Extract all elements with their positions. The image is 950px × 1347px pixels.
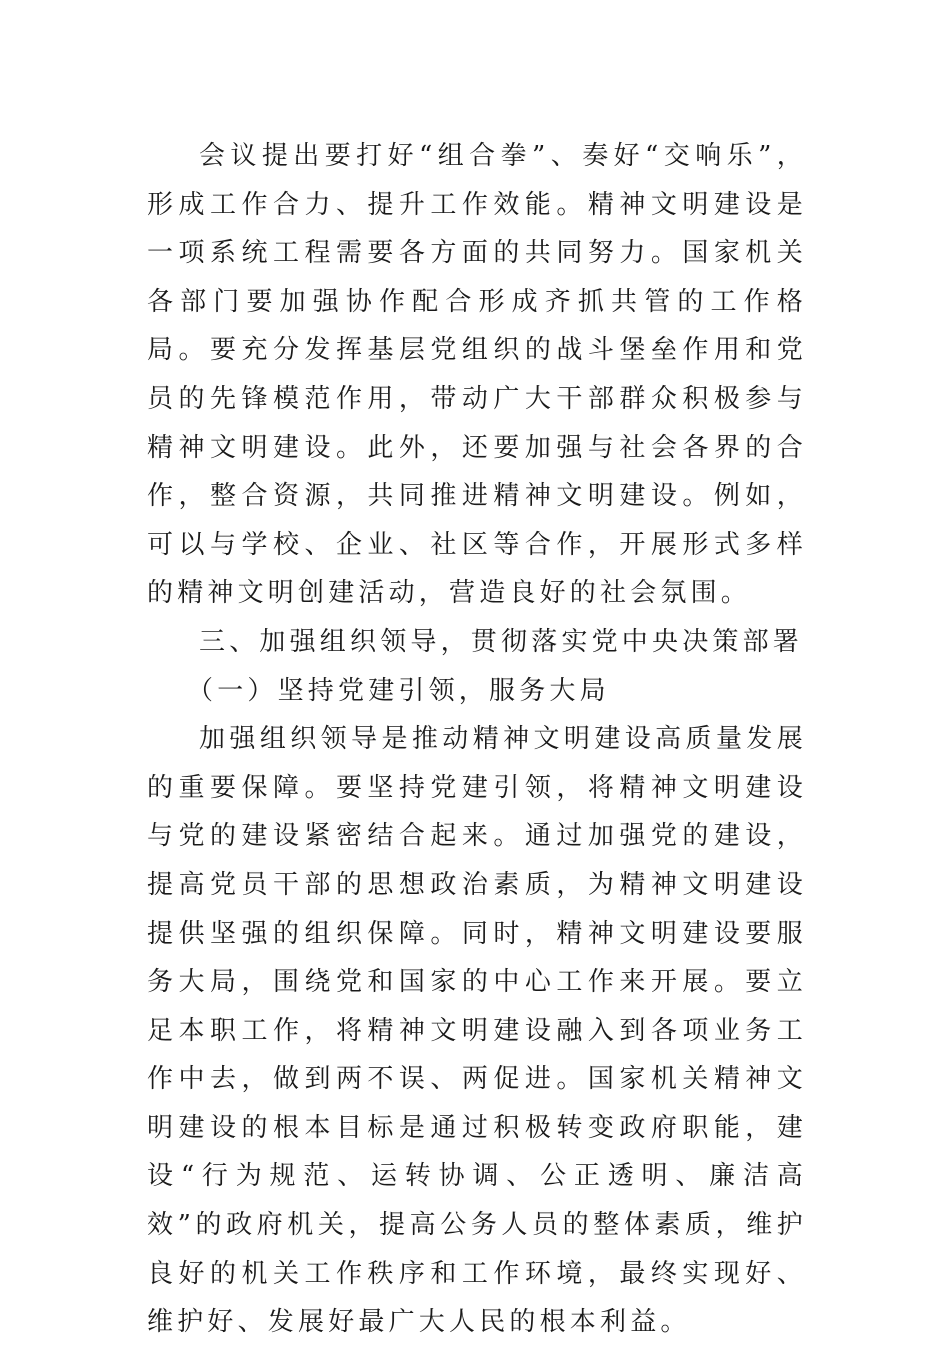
body-paragraph-2: 加强组织领导是推动精神文明建设高质量发展的重要保障。要坚持党建引领，将精神文明建设与党的建设紧密结合起来。通过加强党的建设，提高党员干部的思想政治素质，为精神文明建设提供坚强的组织保障。同时，精神文明建设要服务大局，围绕党和国家的中心工作来开展。要立足本职工作，将精神文明建设融入到各项业务工作中去，做到两不误、两促进。国家机关精神文明建设的根本目标是通过积极转变政府职能，建设“行为规范、运转协调、公正透明、廉洁高效”的政府机关，提高公务人员的整体素质，维护良好的机关工作秩序和工作环境，最终实现好、维护好、发展好最广大人民的根本利益。 bbox=[147, 724, 807, 1338]
subsection-heading: （一）坚持党建引领，服务大局 bbox=[187, 675, 610, 706]
document-body bbox=[147, 132, 807, 1347]
body-paragraph-1: 会议提出要打好“组合拳”、奏好“交响乐”，形成工作合力、提升工作效能。精神文明建设是一项系统工程需要各方面的共同努力。国家机关各部门要加强协作配合形成齐抓共管的工作格局。要充分发挥基层党组织的战斗堡垒作用和党员的先锋模范作用，带动广大干部群众积极参与精神文明建设。此外，还要加强与社会各界的合作，整合资源，共同推进精神文明建设。例如，可以与学校、企业、社区等合作，开展形式多样的精神文明创建活动，营造良好的社会氛围。 bbox=[147, 141, 807, 609]
section-heading: 三、加强组织领导，贯彻落实党中央决策部署 bbox=[199, 626, 804, 657]
